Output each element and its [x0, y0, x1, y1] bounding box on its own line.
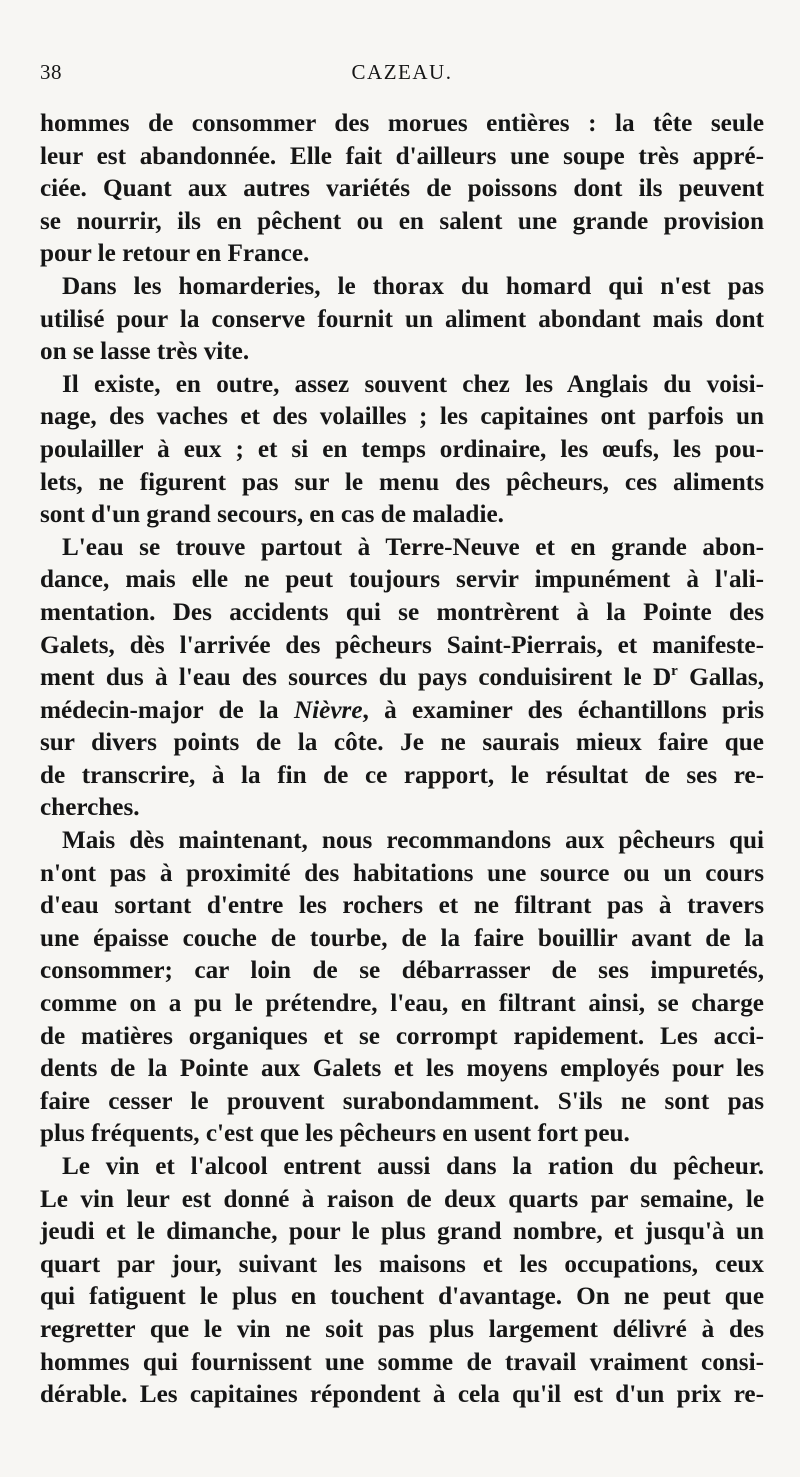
body-text — [40, 108, 764, 1412]
superscript: r — [671, 663, 678, 680]
text-line: hommes de consommer des morues entières : la tête seule — [40, 110, 764, 137]
running-head: CAZEAU. — [351, 60, 453, 84]
text-line: Le vin et l'alcool entrent aussi dans la ration du pêcheur. — [62, 1153, 764, 1180]
text-line: de transcrire, à la fin de ce rapport, le résultat de ses re- — [40, 761, 764, 789]
text-line: regretter que le vin ne soit pas plus largement délivré à des — [40, 1315, 764, 1343]
text-line — [40, 695, 764, 728]
paragraph — [40, 532, 764, 825]
text-line: plus fréquents, c'est que les pêcheurs en usent fort peu. — [40, 1120, 630, 1148]
text-line: de matières organiques et se corrompt rapidement. Les acci- — [40, 1022, 764, 1050]
text-line: Il existe, en outre, assez souvent chez les Anglais du voisi- — [62, 370, 764, 398]
paragraph — [40, 1151, 764, 1412]
text-span: , à examiner des échantillons pris — [362, 696, 765, 724]
text-span: ment dus à l'eau des sources du pays conduisirent le D — [40, 664, 672, 692]
text-line: dérable. Les capitaines répondent à cela qu'il est d'un prix re- — [40, 1381, 764, 1409]
text-line: d'eau sortant d'entre les rochers et ne filtrant pas à travers — [40, 892, 764, 920]
page-header — [40, 58, 764, 92]
text-line: hommes qui fournissent une somme de travail vraiment consi- — [40, 1348, 764, 1376]
text-line: une épaisse couche de tourbe, de la faire bouillir avant de la — [40, 924, 764, 952]
text-line: dance, mais elle ne peut toujours servir impunément à l'ali- — [40, 566, 764, 594]
text-line: sont d'un grand secours, en cas de maladie. — [40, 501, 504, 529]
text-line: jeudi et le dimanche, pour le plus grand nombre, et jusqu'à un — [40, 1218, 764, 1246]
text-line: faire cesser le prouvent surabondamment. S'ils ne sont pas — [40, 1087, 764, 1115]
text-line: Mais dès maintenant, nous recommandons aux pêcheurs qui — [62, 827, 764, 855]
text-line: Le vin leur est donné à raison de deux quarts par semaine, le — [40, 1185, 764, 1213]
text-line — [40, 662, 764, 695]
text-line: nage, des vaches et des volailles ; les capitaines ont parfois un — [40, 403, 764, 431]
text-line: mentation. Des accidents qui se montrèrent à la Pointe des — [40, 598, 764, 626]
text-line: L'eau se trouve partout à Terre-Neuve et en grande abon- — [62, 533, 764, 561]
paragraph — [40, 825, 764, 1151]
italic-text: Nièvre — [293, 696, 363, 724]
text-line: dents de la Pointe aux Galets et les moyens employés pour les — [40, 1055, 764, 1083]
text-line: utilisé pour la conserve fournit un aliment abondant mais dont — [40, 305, 764, 333]
text-line: ciée. Quant aux autres variétés de poissons dont ils peuvent — [40, 175, 764, 203]
text-line: lets, ne figurent pas sur le menu des pêcheurs, ces aliments — [40, 468, 764, 496]
text-line: cherches. — [40, 794, 140, 822]
text-line: Dans les homarderies, le thorax du homard qui n'est pas — [62, 272, 764, 300]
text-line: on se lasse très vite. — [40, 338, 250, 366]
text-line: n'ont pas à proximité des habitations une source ou un cours — [40, 859, 764, 887]
paragraph — [40, 108, 764, 271]
text-line: sur divers points de la côte. Je ne saurais mieux faire que — [40, 729, 764, 757]
text-span: Gallas, — [677, 664, 764, 692]
text-line: quart par jour, suivant les maisons et les occupations, ceux — [40, 1250, 764, 1278]
text-line: se nourrir, ils en pêchent ou en salent une grande provision — [40, 207, 764, 235]
paragraph — [40, 271, 764, 369]
text-span: médecin-major de la — [40, 696, 294, 724]
text-line: comme on a pu le prétendre, l'eau, en filtrant ainsi, se charge — [40, 990, 764, 1018]
paragraph — [40, 369, 764, 532]
text-line: qui fatiguent le plus en touchent d'avantage. On ne peut que — [40, 1283, 764, 1311]
text-line: Galets, dès l'arrivée des pêcheurs Saint-Pierrais, et manifeste- — [40, 631, 764, 659]
text-line: pour le retour en France. — [40, 240, 310, 268]
text-line: poulailler à eux ; et si en temps ordinaire, les œufs, les pou- — [40, 435, 764, 463]
page-number: 38 — [40, 60, 62, 84]
text-line: consommer; car loin de se débarrasser de ses impuretés, — [40, 957, 764, 985]
text-line: leur est abandonnée. Elle fait d'ailleurs une soupe très appré- — [40, 142, 764, 170]
